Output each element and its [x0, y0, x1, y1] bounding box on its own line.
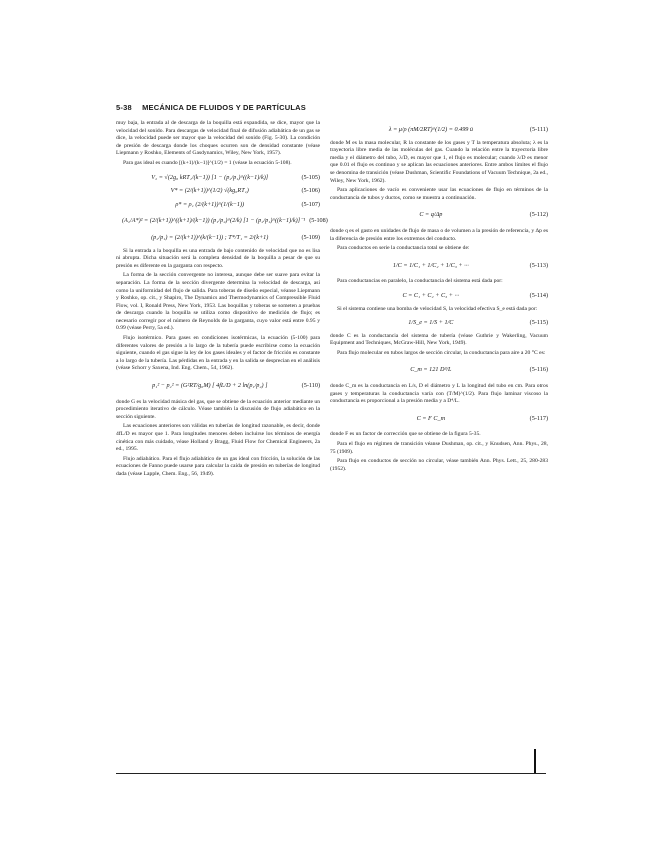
equation-expression: λ = μ/ρ (πM/2RT)^(1/2) = 0.499 ū	[388, 126, 474, 133]
equation-number: (5-112)	[529, 211, 548, 219]
equation	[336, 366, 548, 374]
paragraph: donde C es la conductancia del sistema de tubería (véase Guthrie y Wakerling, Vacuum Equipment and Techniques, McGraw-Hill, New York, 1949).	[330, 332, 548, 347]
equation-number: (5-106)	[301, 187, 320, 195]
equation-expression: 1/C = 1/C₁ + 1/C₂ + 1/C₃ + ···	[392, 261, 469, 269]
paragraph: Para el flujo en régimen de transición véanse Dushman, op. cit., y Knudsen, Ann. Phys., 28, 75 (1909).	[330, 441, 548, 455]
equation	[336, 292, 548, 300]
margin-mark	[534, 749, 536, 774]
paragraph: donde F es un factor de corrección que se obtiene de la figura 5-35.	[330, 431, 481, 438]
paragraph: Para aplicaciones de vacío es conveniente usar las ecuaciones de flujo en términos de la conductancia de tubos y ductos, como se muestra a continuación.	[330, 187, 548, 201]
running-title: MECÁNICA DE FLUIDOS Y DE PARTÍCULAS	[142, 103, 306, 112]
paragraph: Para gas ideal es cuando [(k+1)/(k−1)]^(1/2) = 1 (véase la ecuación 5-108).	[123, 159, 292, 166]
left-column	[116, 120, 328, 481]
running-header	[116, 103, 306, 112]
equation-expression: C = q/Δp	[419, 211, 443, 219]
equation-expression: p₁² − p₂² = (G²RT/g₀M) [ 4fL/D + 2 ln(p₁/p₂) ]	[152, 382, 268, 390]
page-number: 5-38	[116, 103, 132, 112]
paragraph: Para flujo en conductos de sección no circular, véase también Ann. Phys. Lett., 25, 280-283 (1952).	[330, 458, 548, 472]
paragraph: donde C_m es la conductancia en L/s, D el diámetro y L la longitud del tubo en cm. Para otros gases y temperaturas la conductancia varía con (T/M)^(1/2). Para flujo laminar viscoso la conductancia es proporcional a la presión media y a D⁴/L.	[330, 383, 548, 405]
equation	[122, 234, 320, 242]
equation-expression: V* = (2/(k+1))^(1/2) √(kg₀RT₁)	[170, 187, 249, 195]
paragraph: Si el sistema contiene una bomba de velocidad S, la velocidad efectiva S_e está dada por:	[337, 305, 538, 312]
equation-expression: (A₂/A*)² = (2/(k+1))^((k+1)/(k−1)) (p₁/p₂)^(2/k) [1 − (p₂/p₁)^((k−1)/k)]⁻¹	[122, 217, 306, 225]
equation	[336, 262, 548, 270]
paragraph: muy baja, la entrada al de descarga de la boquilla está expandida, se dice, mayor que la velocidad del sonido. Para descargas de velocidad final de difusión adiabática de un gas se dice, la velocidad puede ser mayor que la velocidad del sonido (Fig. 5-30). La condición de presión de descarga donde los choques ocurren son de densidad constante (véase Liepmann y Roshko, Elements of Gasdynamics, Wiley, New York, 1957).	[116, 120, 320, 157]
equation-number: (5-117)	[529, 414, 548, 422]
equation-number: (5-110)	[301, 382, 320, 390]
equation	[122, 217, 328, 225]
equation-expression: C_m = 121 D³/L	[410, 366, 452, 374]
equation	[336, 415, 548, 423]
equation-expression: C = F C_m	[416, 414, 446, 422]
paragraph: Para conductancias en paralelo, la conductancia del sistema está dada por:	[337, 278, 503, 285]
equation-expression: 1/S_e = 1/S + 1/C	[408, 319, 454, 327]
paragraph: donde q es el gasto en unidades de flujo de masa o de volumen a la presión de referencia, y Δp es la diferencia de presión entre los extremos del conducto.	[330, 227, 548, 242]
equation-number: (5-107)	[301, 200, 320, 208]
bottom-rule	[116, 773, 546, 774]
equation-expression: C = C₁ + C₂ + C₃ + ···	[402, 291, 460, 299]
paragraph: Las ecuaciones anteriores son válidas en tuberías de longitud razonable, es decir, donde 4fL/D es mayor que 1. Para longitudes menores deben incluirse los términos de energía cinética con más cuidado, véase Holland y Bragg, Fluid Flow for Chemical Engineers, 2a ed., 1995.	[116, 423, 320, 453]
paragraph: donde M es la masa molecular, R la constante de los gases y T la temperatura absoluta; λ es la trayectoria libre media de las moléculas del gas. Cuando la relación entre la trayectoria libre media y el diámetro del tubo, λ/D, es mayor que 1, el flujo es molecular; cuando λ/D es menor que 0.01 el flujo es continuo y se aplican las ecuaciones anteriores. Entre ambos límites el flujo se denomina de transición (véase Dushman, Scientific Foundations of Vacuum Technique, 2a ed., Wiley, New York, 1962).	[330, 139, 548, 184]
paragraph: Flujo isotérmico. Para gases en condiciones isotérmicas, la ecuación (5-100) para diferentes valores de presión a lo largo de la tubería puede escribirse como la ecuación siguiente, cuando el gas sigue la ley de los gases ideales y el factor de fricción es constante a lo largo de la tubería. Las pérdidas en la entrada y en la salida se desprecian en el análisis (véase Schorr y Saxena, Ind. Eng. Chem., 54, 1962).	[116, 335, 320, 372]
paragraph: Si la entrada a la boquilla es una entrada de bajo contenido de velocidad que no es lisa ni abrupta. Dicha situación será la completa densidad de la boquilla a pesar de que su presión es diferente en la garganta con respecto.	[116, 247, 320, 269]
equation-number: (5-111)	[529, 126, 548, 133]
equation	[122, 382, 320, 390]
paragraph: Flujo adiabático. Para el flujo adiabático de un gas ideal con fricción, la solución de las ecuaciones de Fanno puede usarse para calcular la caída de presión en tuberías de longitud dada (véase Lapple, Chem. Eng., 56, 1949).	[116, 455, 320, 477]
equation-number: (5-116)	[529, 366, 548, 374]
paragraph: Para conductos en serie la conductancia total se obtiene de:	[337, 245, 470, 252]
paragraph: Para flujo molecular en tubos largos de sección circular, la conductancia para aire a 20 °C es:	[337, 349, 546, 356]
equation-number: (5-114)	[529, 291, 548, 299]
equation-number: (5-115)	[529, 319, 548, 327]
equation	[336, 211, 548, 219]
equation-expression: ρ* = ρ₁ (2/(k+1))^(1/(k−1))	[175, 200, 245, 208]
equation-number: (5-108)	[309, 217, 328, 225]
equation	[122, 187, 320, 195]
paragraph: donde G es la velocidad másica del gas, que se obtiene de la ecuación anterior mediante un procedimiento iterativo de cálculo. Véase también la discusión de flujo adiabático en la sección siguiente.	[116, 398, 320, 420]
paragraph: La forma de la sección convergente no interesa, aunque debe ser suave para evitar la separación. La forma de la sección divergente determina la velocidad de descarga, así como la uniformidad del flujo de salida. Para toberas de diseño especial, véanse Liepmann y Roshko, op. cit., y Shapiro, The Dynamics and Thermodynamics of Compressible Fluid Flow, vol. I, Ronald Press, New York, 1953. Las boquillas y toberas se someten a pruebas de descarga cuando la boquilla se utiliza como dispositivo de medición de flujo; es necesario corregir por el número de Reynolds de la garganta, cuyo valor está entre 0.95 y 0.99 (véase Perry, 5a ed.).	[116, 272, 320, 332]
equation-number: (5-105)	[301, 173, 320, 181]
right-column	[330, 120, 548, 475]
equation-number: (5-113)	[529, 261, 548, 269]
equation-number: (5-109)	[301, 233, 320, 241]
equation-expression: (p₂/p₁) = (2/(k+1))^(k/(k−1)) ; T*/T₁ = 2/(k+1)	[151, 233, 269, 241]
equation	[122, 201, 320, 209]
equation	[122, 174, 320, 182]
equation-expression: V₂ = √(2g₀ kRT₁/(k−1)) [1 − (p₂/p₁)^((k−1)/k)]	[151, 173, 269, 181]
equation	[336, 319, 548, 327]
equation	[336, 126, 548, 134]
